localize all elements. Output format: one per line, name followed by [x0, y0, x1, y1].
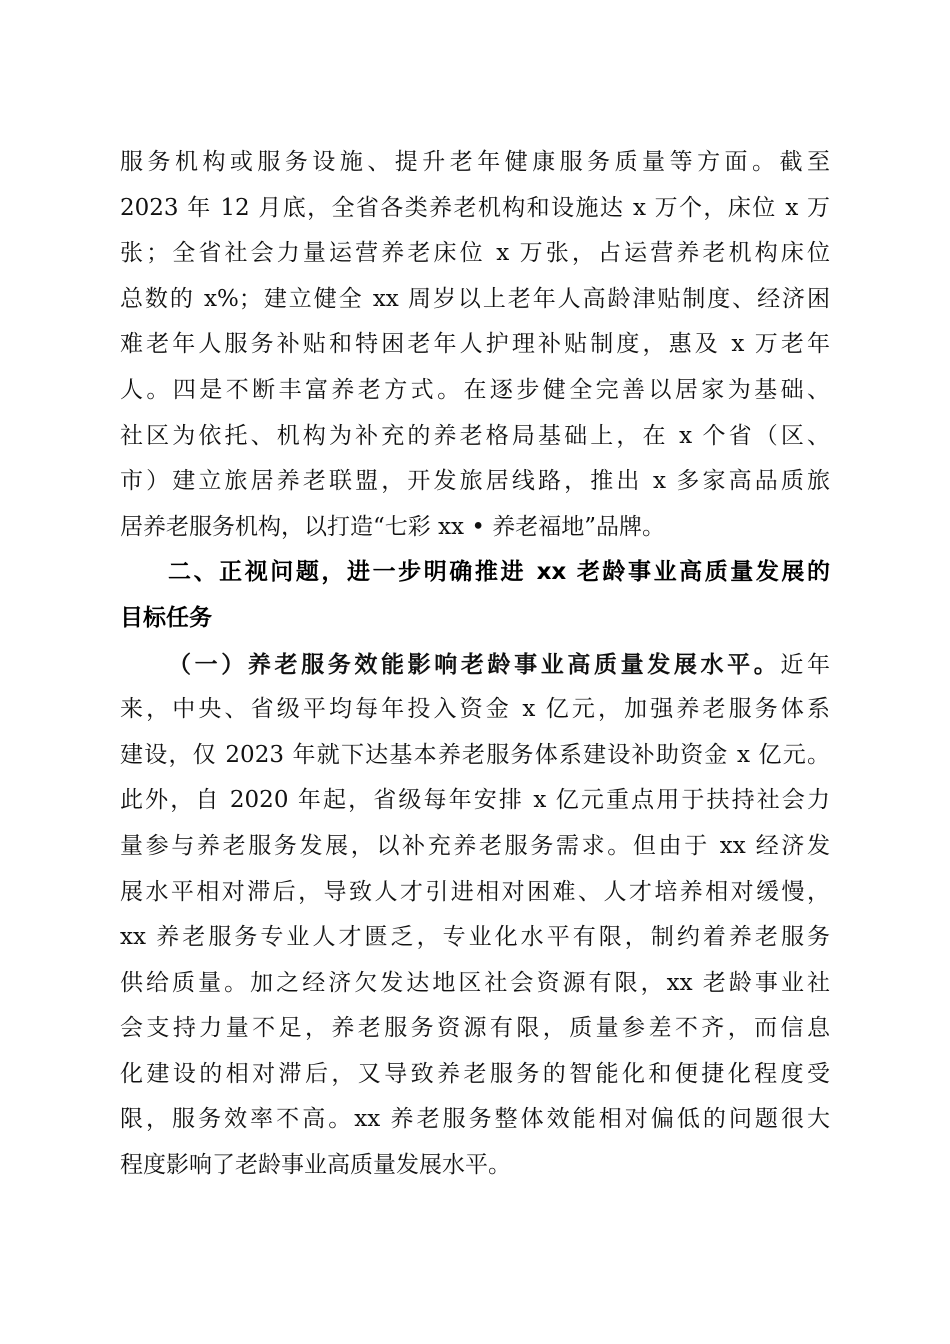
paragraph-pension-efficiency	[120, 642, 830, 1189]
subsection-first-line-rest: 近年	[780, 651, 830, 678]
text-line: 限，服务效率不高。xx 养老服务整体效能相对偏低的问题很大	[120, 1106, 830, 1133]
text-line: 张；全省社会力量运营养老床位 x 万张，占运营养老机构床位	[120, 240, 830, 267]
text-line: 供给质量。加之经济欠发达地区社会资源有限，xx 老龄事业社	[120, 969, 830, 996]
text-line: 量参与养老服务发展，以补充养老服务需求。但由于 xx 经济发	[120, 832, 830, 859]
text-line: 服务机构或服务设施、提升老年健康服务质量等方面。截至	[120, 149, 830, 175]
section-heading-line: 二、正视问题，进一步明确推进 xx 老龄事业高质量发展的	[168, 559, 830, 586]
section-heading	[120, 550, 830, 641]
text-line: 化建设的相对滞后，又导致养老服务的智能化和便捷化程度受	[120, 1060, 830, 1087]
text-line: 总数的 x%；建立健全 xx 周岁以上老年人高龄津贴制度、经济困	[120, 285, 830, 312]
subsection-first-line	[120, 642, 830, 688]
text-line: xx 养老服务专业人才匮乏，专业化水平有限，制约着养老服务	[120, 924, 830, 951]
text-line: 程度影响了老龄事业高质量发展水平。	[120, 1152, 511, 1179]
section-heading-line: 目标任务	[120, 604, 212, 631]
text-line: 此外，自 2020 年起，省级每年安排 x 亿元重点用于扶持社会力	[120, 787, 830, 814]
text-line: 居养老服务机构，以打造“七彩 xx • 养老福地”品牌。	[120, 513, 665, 540]
subsection-title: （一）养老服务效能影响老龄事业高质量发展水平。	[168, 650, 781, 678]
text-line: 来，中央、省级平均每年投入资金 x 亿元，加强养老服务体系	[120, 696, 830, 723]
text-line: 市）建立旅居养老联盟，开发旅居线路，推出 x 多家高品质旅	[120, 468, 830, 495]
text-line: 会支持力量不足，养老服务资源有限，质量参差不齐，而信息	[120, 1015, 830, 1042]
text-line: 人。四是不断丰富养老方式。在逐步健全完善以居家为基础、	[120, 376, 830, 403]
text-line: 2023 年 12 月底，全省各类养老机构和设施达 x 万个，床位 x 万	[120, 194, 830, 221]
document-body	[120, 140, 830, 1189]
text-line: 社区为依托、机构为补充的养老格局基础上，在 x 个省（区、	[120, 422, 830, 449]
text-line: 难老年人服务补贴和特困老年人护理补贴制度，惠及 x 万老年	[120, 331, 830, 358]
text-line: 建设，仅 2023 年就下达基本养老服务体系建设补助资金 x 亿元。	[120, 741, 830, 768]
text-line: 展水平相对滞后，导致人才引进相对困难、人才培养相对缓慢，	[120, 878, 830, 905]
paragraph-pension-services-summary	[120, 140, 830, 550]
